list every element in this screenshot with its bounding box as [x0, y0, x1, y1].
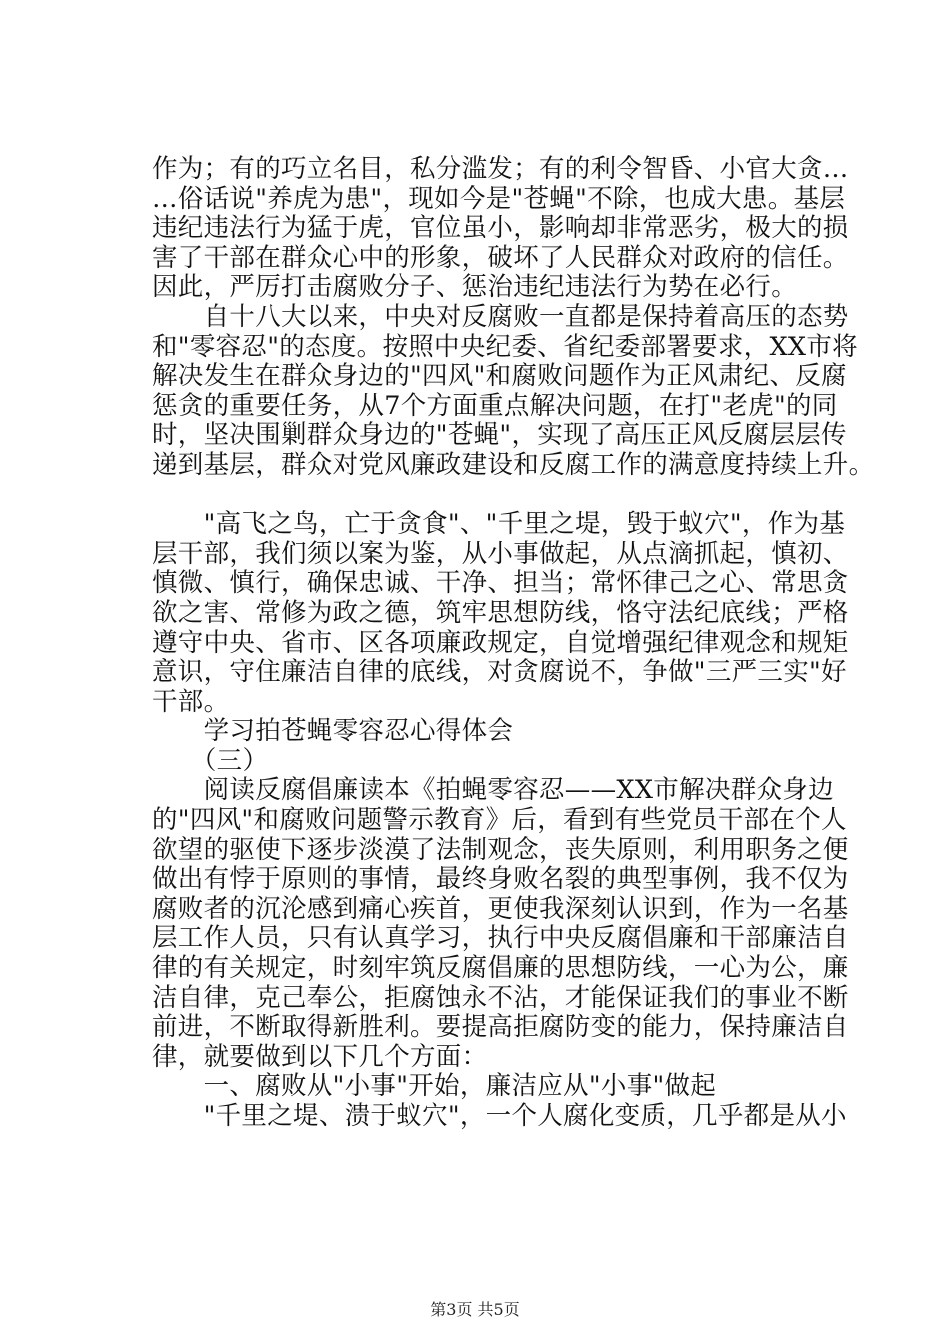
text-line: 和"零容忍"的态度。按照中央纪委、省纪委部署要求，XX市将: [152, 331, 858, 362]
text-line: 洁自律，克己奉公，拒腐蚀永不沾，才能保证我们的事业不断: [152, 982, 849, 1013]
text-line: 欲之害、常修为政之德，筑牢思想防线，恪守法纪底线；严格: [152, 597, 849, 628]
text-line: 律的有关规定，时刻牢筑反腐倡廉的思想防线，一心为公，廉: [152, 953, 849, 984]
text-line: 阅读反腐倡廉读本《拍蝇零容忍——XX市解决群众身边: [152, 775, 834, 806]
text-line: 作为；有的巧立名目，私分滥发；有的利令智昏、小官大贪…: [152, 154, 849, 184]
text-line: 时，坚决围剿群众身边的"苍蝇"，实现了高压正风反腐层层传: [152, 420, 847, 451]
document-body: [152, 154, 875, 1132]
text-line: "高飞之鸟，亡于贪食"、"千里之堤，毁于蚁穴"，作为基: [152, 509, 846, 540]
text-line: 前进，不断取得新胜利。要提高拒腐防变的能力，保持廉洁自: [152, 1012, 849, 1043]
text-line: 惩贪的重要任务，从7个方面重点解决问题，在打"老虎"的同: [152, 390, 838, 421]
text-line: …俗话说"养虎为患"，现如今是"苍蝇"不除，也成大患。基层: [152, 183, 846, 214]
text-line: 因此，严厉打击腐败分子、惩治违纪违法行为势在必行。: [152, 272, 798, 303]
text-line: 递到基层，群众对党风廉政建设和反腐工作的满意度持续上升。: [152, 449, 875, 480]
text-line: 违纪违法行为猛于虎，官位虽小，影响却非常恶劣，极大的损: [152, 213, 849, 244]
text-line: 做出有悖于原则的事情，最终身败名裂的典型事例，我不仅为: [152, 864, 849, 895]
text-line: 干部。: [152, 686, 230, 717]
text-line: 律，就要做到以下几个方面：: [152, 1041, 488, 1072]
text-line: 欲望的驱使下逐步淡漠了法制观念，丧失原则，利用职务之便: [152, 834, 849, 865]
text-line: （三）: [152, 745, 269, 776]
text-line: 害了干部在群众心中的形象，破坏了人民群众对政府的信任。: [152, 242, 849, 273]
text-line: 慎微、慎行，确保忠诚、干净、担当；常怀律己之心、常思贪: [152, 568, 849, 599]
text-line: 自十八大以来，中央对反腐败一直都是保持着高压的态势: [152, 301, 849, 332]
page-footer: 第3页 共5页: [430, 1300, 520, 1319]
blank-line: [152, 481, 832, 511]
text-line: 腐败者的沉沦感到痛心疾首，更使我深刻认识到，作为一名基: [152, 893, 849, 924]
text-line: 一、腐败从"小事"开始，廉洁应从"小事"做起: [152, 1071, 717, 1102]
text-line: 层工作人员，只有认真学习，执行中央反腐倡廉和干部廉洁自: [152, 923, 849, 954]
text-line: 层干部，我们须以案为鉴，从小事做起，从点滴抓起，慎初、: [152, 538, 849, 569]
text-line: 学习拍苍蝇零容忍心得体会: [152, 716, 514, 747]
text-line: "千里之堤、溃于蚁穴"，一个人腐化变质，几乎都是从小: [152, 1101, 847, 1131]
text-line: 遵守中央、省市、区各项廉政规定，自觉增强纪律观念和规矩: [152, 627, 849, 658]
text-line: 意识，守住廉洁自律的底线，对贪腐说不，争做"三严三实"好: [152, 657, 847, 688]
text-line: 解决发生在群众身边的"四风"和腐败问题作为正风肃纪、反腐: [152, 361, 847, 392]
text-line: 的"四风"和腐败问题警示教育》后，看到有些党员干部在个人: [152, 805, 847, 836]
